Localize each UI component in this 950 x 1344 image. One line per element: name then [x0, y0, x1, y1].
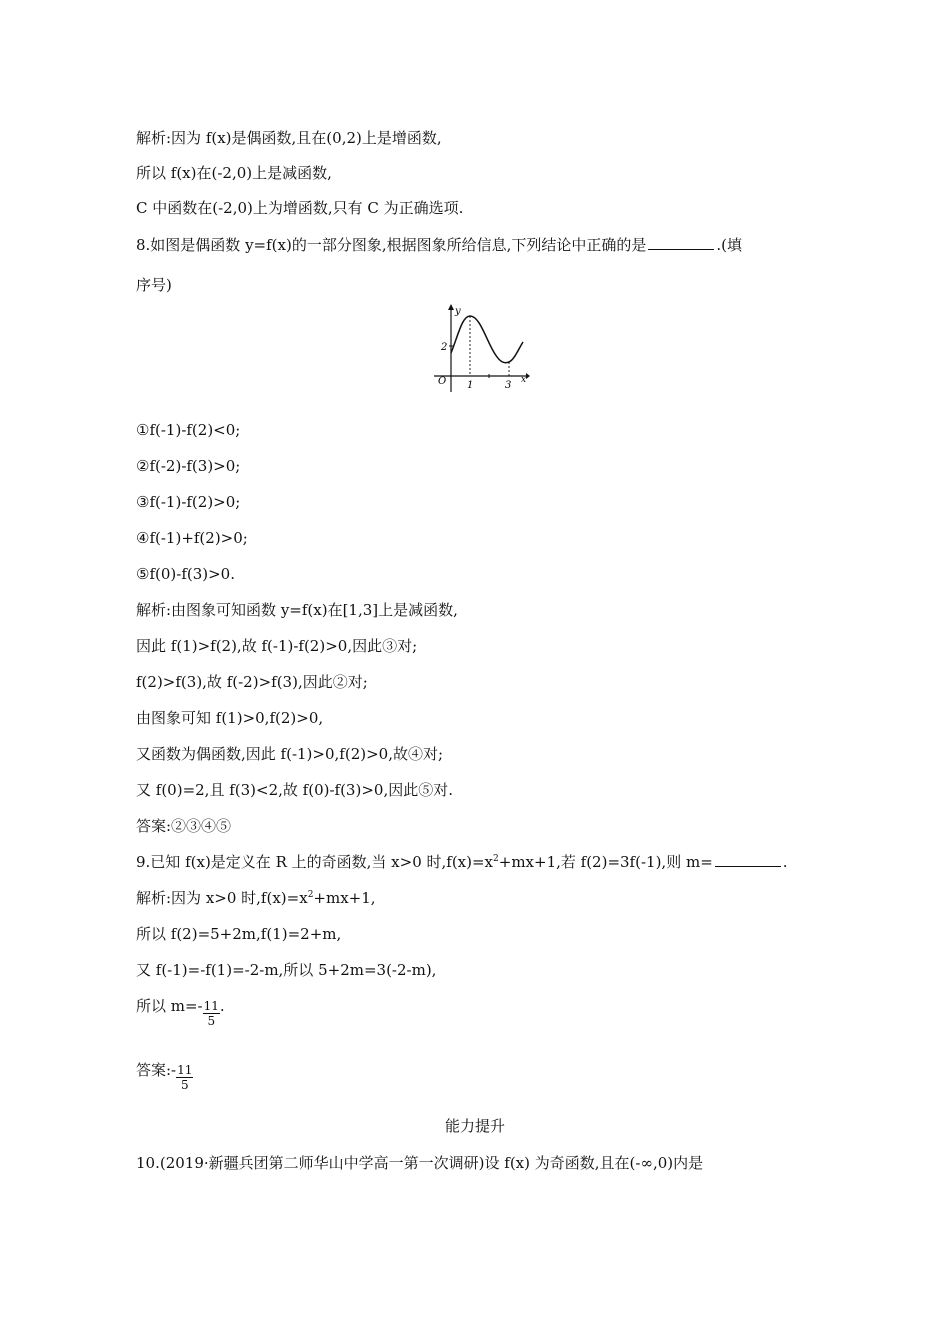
- text-segment: 解析:因为 x>0 时,f(x)=x: [136, 889, 308, 907]
- text-line: 所以 f(2)=5+2m,f(1)=2+m,: [136, 925, 342, 943]
- text-segment: 所以 m=-: [136, 997, 203, 1015]
- text-line: 又函数为偶函数,因此 f(-1)>0,f(2)>0,故④对;: [136, 745, 444, 763]
- question-9: [136, 852, 788, 872]
- text-line: 解析:因为 f(x)是偶函数,且在(0,2)上是增函数,: [136, 129, 442, 147]
- question-text: 9.已知 f(x)是定义在 R 上的奇函数,当 x>0 时,f(x)=x: [136, 853, 494, 871]
- x-axis-arrow: [526, 373, 530, 379]
- exponent: 2: [307, 890, 314, 900]
- origin-label: O: [438, 376, 447, 387]
- answer-blank[interactable]: [715, 852, 781, 867]
- text-line: 由图象可知 f(1)>0,f(2)>0,: [136, 709, 324, 727]
- fraction-numerator: 11: [203, 999, 219, 1013]
- fraction-denominator: 5: [180, 1078, 189, 1092]
- option-5: ⑤f(0)-f(3)>0.: [136, 565, 235, 583]
- tick-label-x1: 1: [467, 380, 474, 391]
- text-line: [136, 996, 225, 1028]
- question-text: .(填: [716, 236, 743, 254]
- exponent: 2: [493, 854, 499, 864]
- text-line: [136, 888, 376, 908]
- option-1: ①f(-1)-f(2)<0;: [136, 421, 241, 439]
- question-10: 10.(2019·新疆兵团第二师华山中学高一第一次调研)设 f(x) 为奇函数,且在(-∞,0)内是: [136, 1154, 704, 1172]
- text-segment: 答案:-: [136, 1061, 177, 1079]
- answer-line: 答案:②③④⑤: [136, 817, 232, 835]
- tick-label-y2: 2: [441, 342, 448, 353]
- tick-label-x3: 3: [505, 380, 512, 391]
- function-graph: [420, 300, 530, 395]
- text-line: C 中函数在(-2,0)上为增函数,只有 C 为正确选项.: [136, 199, 464, 217]
- section-title: 能力提升: [444, 1117, 505, 1135]
- text-line: 序号): [136, 276, 172, 294]
- text-line: 所以 f(x)在(-2,0)上是减函数,: [136, 164, 332, 182]
- text-line: 又 f(-1)=-f(1)=-2-m,所以 5+2m=3(-2-m),: [136, 961, 437, 979]
- option-2: ②f(-2)-f(3)>0;: [136, 457, 241, 475]
- text-segment: +mx+1,: [313, 889, 376, 907]
- y-axis-arrow: [448, 304, 454, 310]
- question-text: 8.如图是偶函数 y=f(x)的一部分图象,根据图象所给信息,下列结论中正确的是: [136, 236, 647, 254]
- y-axis-label: y: [455, 306, 461, 317]
- text-line: 因此 f(1)>f(2),故 f(-1)-f(2)>0,因此③对;: [136, 637, 418, 655]
- question-text: +mx+1,若 f(2)=3f(-1),则 m=: [498, 853, 713, 871]
- x-axis-label: x: [521, 375, 527, 385]
- function-curve: [451, 316, 523, 363]
- option-4: ④f(-1)+f(2)>0;: [136, 529, 248, 547]
- fraction: [176, 1063, 193, 1092]
- fraction-denominator: 5: [207, 1014, 216, 1028]
- text-line: f(2)>f(3),故 f(-2)>f(3),因此②对;: [136, 673, 368, 691]
- question-8: [136, 235, 742, 255]
- text-line: 又 f(0)=2,且 f(3)<2,故 f(0)-f(3)>0,因此⑤对.: [136, 781, 453, 799]
- fraction: [203, 999, 220, 1028]
- fraction-numerator: 11: [177, 1063, 193, 1077]
- answer-line: [136, 1060, 193, 1092]
- option-3: ③f(-1)-f(2)>0;: [136, 493, 241, 511]
- text-line: 解析:由图象可知函数 y=f(x)在[1,3]上是减函数,: [136, 601, 458, 619]
- text-segment: .: [219, 997, 225, 1015]
- answer-blank[interactable]: [648, 235, 714, 250]
- question-text: .: [782, 853, 788, 871]
